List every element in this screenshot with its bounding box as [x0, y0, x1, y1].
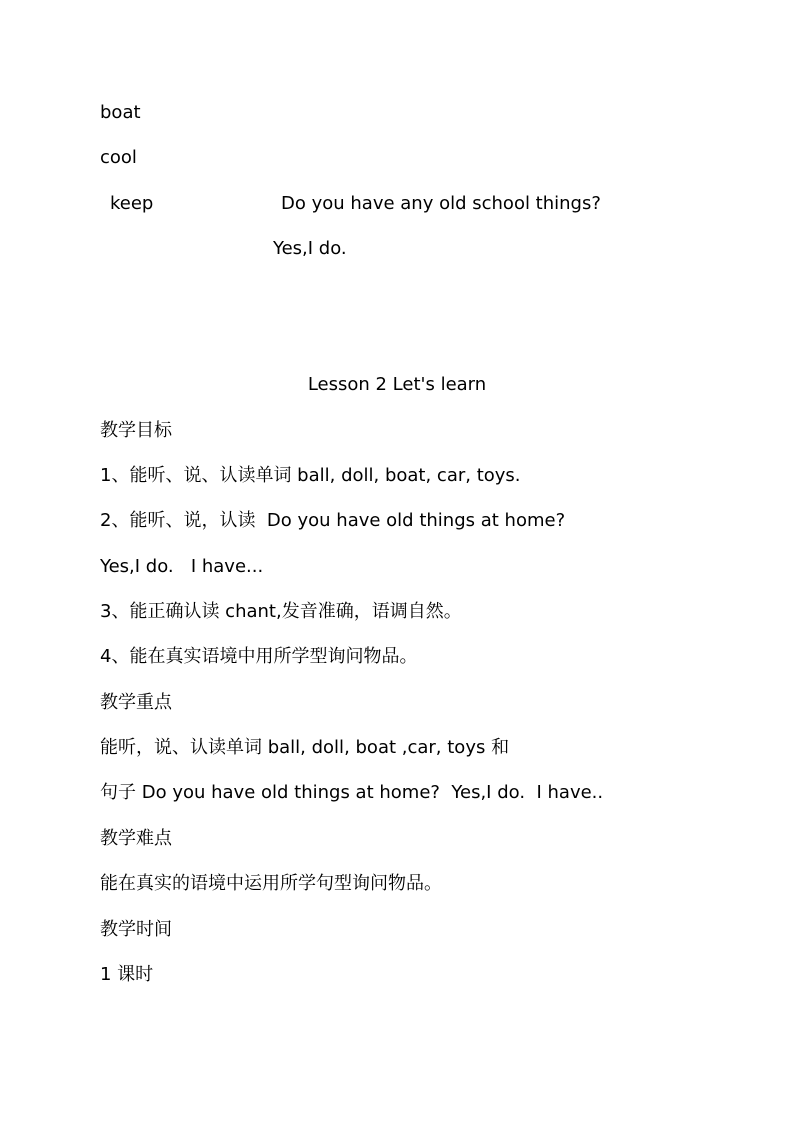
vocab-word-boat: boat [100, 102, 141, 123]
difficulties-text: 能在真实的语境中运用所学句型询问物品。 [100, 873, 442, 894]
difficulties-heading: 教学难点 [100, 828, 172, 849]
time-heading: 教学时间 [100, 919, 172, 940]
sentence-question: Do you have any old school things? [281, 193, 601, 214]
sentence-answer: Yes,I do. [273, 238, 347, 259]
key-points-heading: 教学重点 [100, 692, 172, 713]
time-text: 1 课时 [100, 964, 154, 985]
objective-item-2-continued: Yes,I do. I have... [100, 556, 264, 577]
key-points-line-2: 句子 Do you have old things at home? Yes,I do. I have.. [100, 782, 604, 803]
objective-item-4: 4、能在真实语境中用所学型询问物品。 [100, 646, 418, 667]
objective-item-3: 3、能正确认读 chant,发音准确，语调自然。 [100, 601, 462, 622]
objectives-heading: 教学目标 [100, 420, 172, 441]
objective-item-2: 2、能听、说，认读 Do you have old things at home? [100, 510, 566, 531]
vocab-word-cool: cool [100, 147, 137, 168]
vocab-word-keep: keep [110, 193, 154, 214]
lesson-title: Lesson 2 Let's learn [307, 374, 487, 395]
key-points-line-1: 能听，说、认读单词 ball, doll, boat ,car, toys 和 [100, 737, 510, 758]
objective-item-1: 1、能听、说、认读单词 ball, doll, boat, car, toys. [100, 465, 521, 486]
